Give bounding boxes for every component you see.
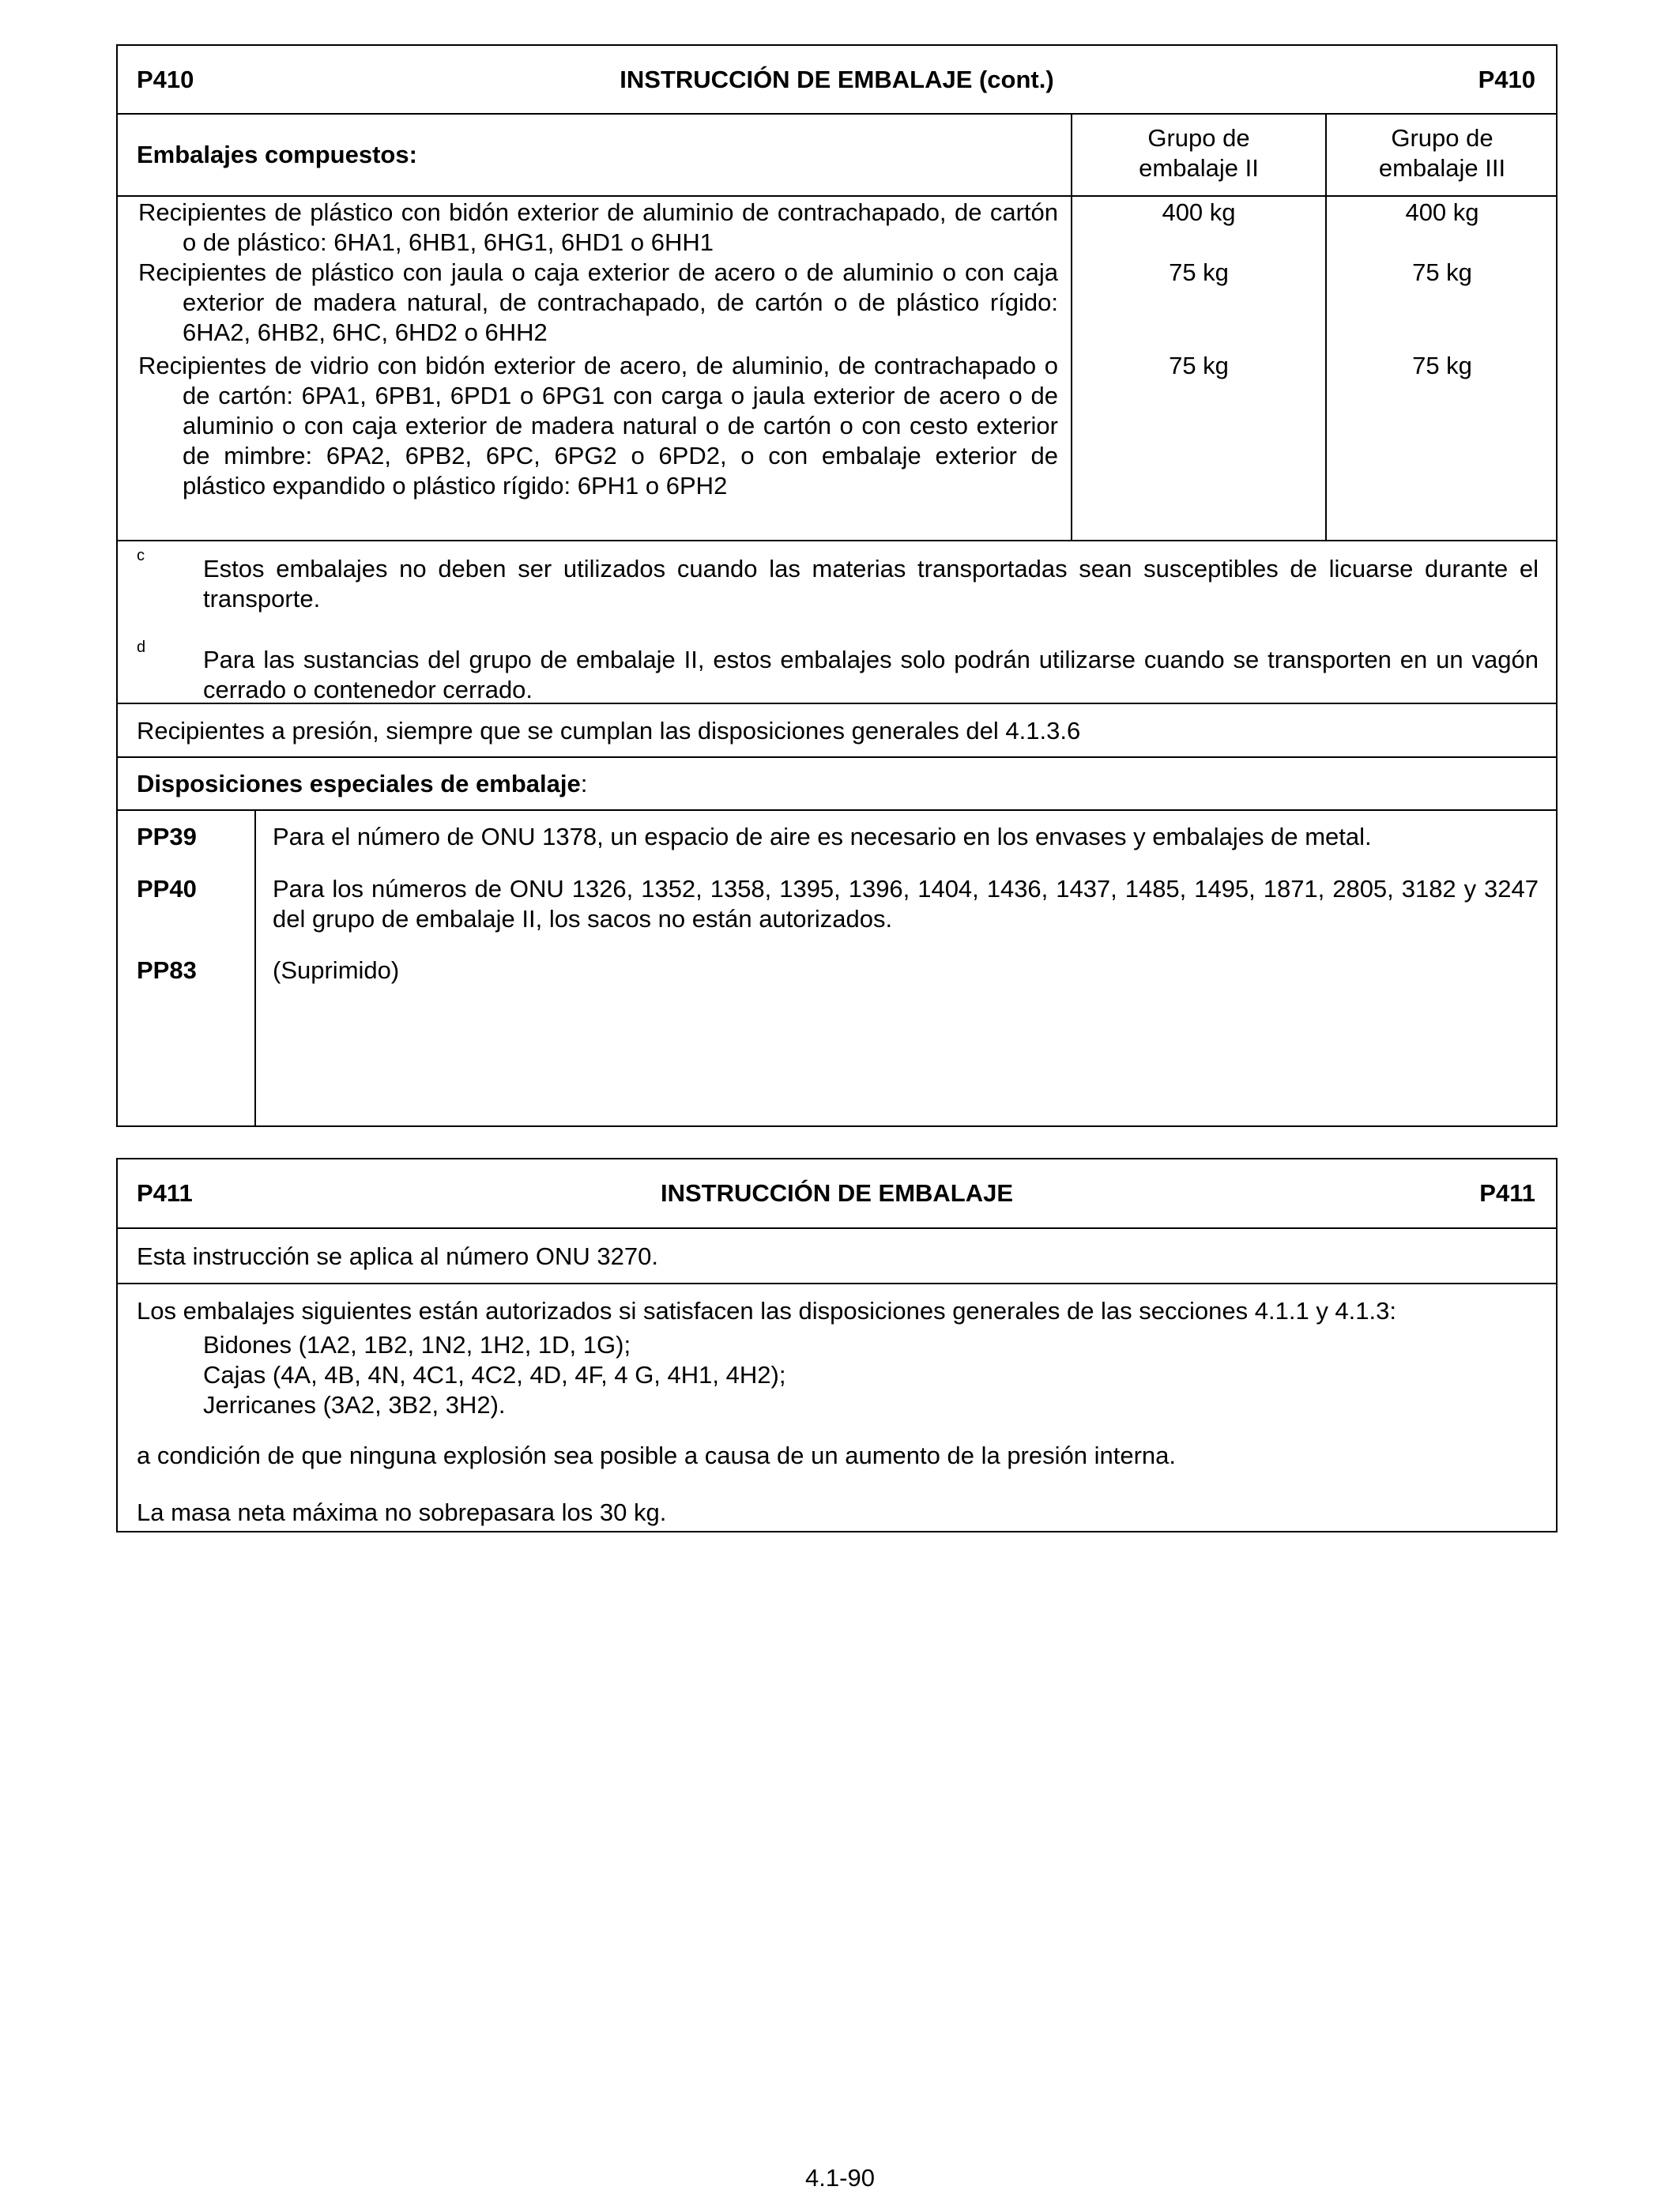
page-number: 4.1-90 — [805, 2164, 875, 2192]
provision-text: Para el número de ONU 1378, un espacio de aire es necesario en los envases y embalajes de metal. — [273, 823, 1372, 850]
pressure-receptacles-row — [118, 704, 1556, 758]
mass-value: 400 kg — [1162, 198, 1236, 226]
p411-body — [118, 1284, 1556, 1531]
authorized-intro: Los embalajes siguientes están autorizados si satisfacen las disposiciones generales de las secciones 4.1.1 y 4.1.3: — [137, 1297, 1396, 1325]
footnotes-row — [118, 541, 1556, 704]
footnote-text: Estos embalajes no deben ser utilizados cuando las materias transportadas sean susceptibles de licuarse durante el transporte. — [203, 555, 1539, 613]
packing-group-iii-values — [1327, 197, 1558, 540]
packing-group-iii-header: Grupo de embalaje III — [1378, 124, 1506, 182]
mass-value: 75 kg — [1169, 352, 1229, 379]
footnote-mark: d — [137, 639, 146, 656]
mass-value: 75 kg — [1412, 258, 1472, 286]
provision-text: Para los números de ONU 1326, 1352, 1358, 1395, 1396, 1404, 1436, 1437, 1485, 1495, 1871, 2805, 3182 y 3247 del grupo de embalaje II, los sacos no están autorizados. — [273, 875, 1539, 933]
p410-code-right: P410 — [1478, 65, 1535, 93]
condition-text: a condición de que ninguna explosión sea posible a causa de un aumento de la presión interna. — [137, 1442, 1177, 1469]
applies-row — [118, 1229, 1556, 1284]
special-provisions-heading: Disposiciones especiales de embalaje: — [137, 770, 588, 797]
mass-value: 75 kg — [1169, 258, 1229, 286]
mass-value: 75 kg — [1412, 352, 1472, 379]
p411-code-left: P411 — [137, 1179, 193, 1207]
footnote-mark: c — [137, 547, 145, 564]
packaging-list — [203, 1330, 785, 1420]
provision-text: (Suprimido) — [273, 956, 400, 984]
item-description: Recipientes de plástico con jaula o caja exterior de acero o de aluminio o con caja exterior de madera natural, de contrachapado, de cartón o de plástico rígido: 6HA2, 6HB2, 6HC, 6HD2 o 6HH2 — [138, 258, 1058, 346]
p410-code-left: P410 — [137, 65, 194, 93]
p411-code-right: P411 — [1479, 1179, 1535, 1207]
packing-group-ii-header: Grupo de embalaje II — [1139, 124, 1259, 182]
p411-table — [116, 1158, 1558, 1532]
p410-column-header-row — [118, 115, 1556, 197]
pressure-receptacles-text: Recipientes a presión, siempre que se cumplan las disposiciones generales del 4.1.3.6 — [137, 717, 1081, 745]
item-description: Recipientes de vidrio con bidón exterior de acero, de aluminio, de contrachapado o de cartón: 6PA1, 6PB1, 6PD1 o 6PG1 con carga o jaula exterior de acero o de aluminio o con caja exterior de madera natural o de cartón o con cesto exterior de mimbre: 6PA2, 6PB2, 6PC, 6PG2 o 6PD2, o con embalaje exterior de plástico expandido o plástico rígido: 6PH1 o 6PH2 — [138, 352, 1058, 499]
list-item: Bidones (1A2, 1B2, 1N2, 1H2, 1D, 1G); — [203, 1331, 631, 1359]
special-provisions-heading-row — [118, 758, 1556, 811]
provision-code: PP40 — [137, 875, 197, 903]
composite-packagings-label: Embalajes compuestos: — [137, 141, 417, 168]
p411-title: INSTRUCCIÓN DE EMBALAJE — [660, 1179, 1014, 1207]
list-item: Cajas (4A, 4B, 4N, 4C1, 4C2, 4D, 4F, 4 G, 4H1, 4H2); — [203, 1361, 786, 1389]
mass-value: 400 kg — [1405, 198, 1479, 226]
footnote-text: Para las sustancias del grupo de embalaje II, estos embalajes solo podrán utilizarse cuando se transporten en un vagón cerrado o contenedor cerrado. — [203, 646, 1539, 703]
applies-text: Esta instrucción se aplica al número ONU 3270. — [137, 1242, 658, 1270]
p410-items-row — [118, 197, 1556, 541]
p410-header-row — [118, 46, 1556, 115]
packing-group-ii-values — [1072, 197, 1325, 540]
provision-code: PP39 — [137, 823, 197, 850]
p411-header-row — [118, 1159, 1556, 1229]
item-descriptions — [138, 197, 1058, 540]
item-description: Recipientes de plástico con bidón exterior de aluminio de contrachapado, de cartón o de plástico: 6HA1, 6HB1, 6HG1, 6HD1 o 6HH1 — [138, 198, 1058, 256]
column-divider — [254, 811, 256, 1125]
special-provisions-row — [118, 811, 1556, 1125]
provision-code: PP83 — [137, 956, 197, 984]
list-item: Jerricanes (3A2, 3B2, 3H2). — [203, 1391, 506, 1419]
p410-table — [116, 44, 1558, 1127]
p410-title: INSTRUCCIÓN DE EMBALAJE (cont.) — [620, 65, 1054, 93]
max-mass-text: La masa neta máxima no sobrepasara los 30 kg. — [137, 1498, 667, 1526]
